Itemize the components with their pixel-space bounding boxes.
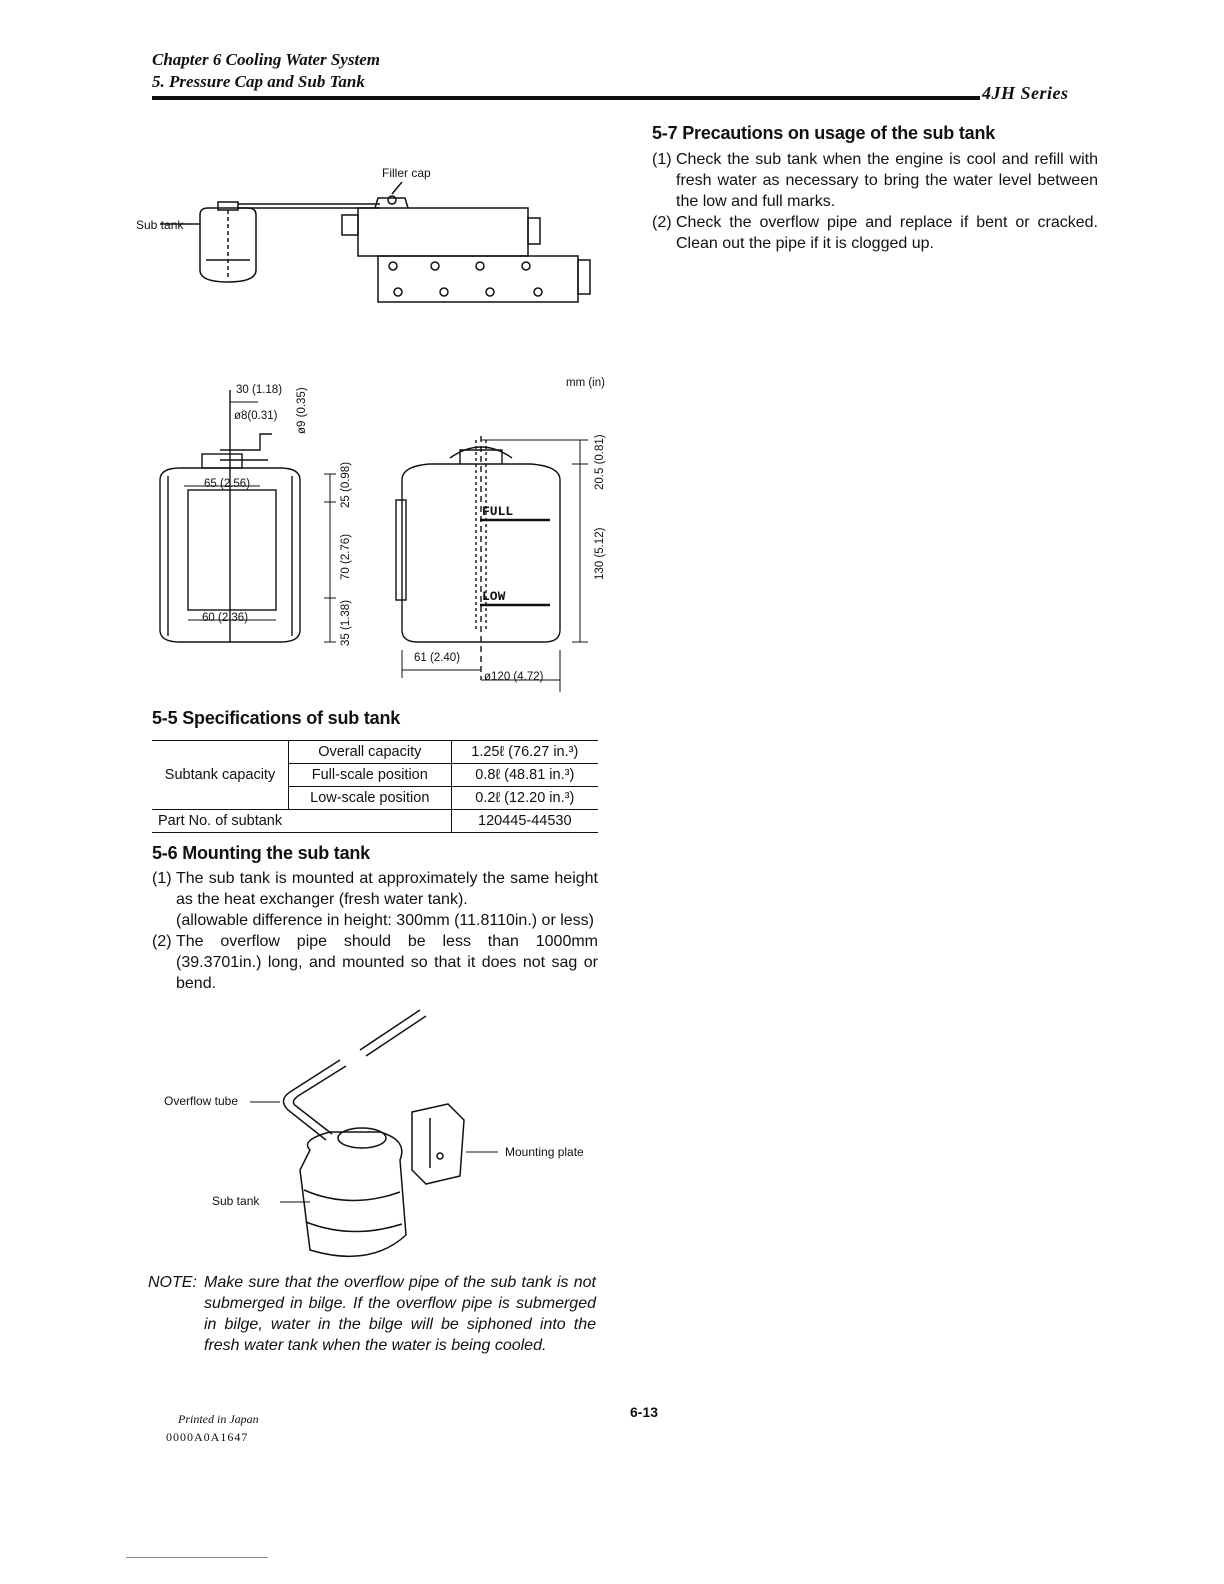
note-block (148, 1272, 596, 1356)
spec-value: 1.25ℓ (76.27 in.³) (451, 741, 598, 764)
list-item (152, 868, 598, 931)
dim-60: 60 (2.36) (202, 612, 249, 624)
dim-120: ø120 (4.72) (484, 671, 544, 683)
dim-25: 25 (0.98) (340, 461, 352, 508)
section-5-5-heading: 5-5 Specifications of sub tank (152, 708, 401, 728)
spec-table (152, 740, 598, 833)
list-number: (1) (652, 151, 672, 168)
spec-item: Overall capacity (289, 741, 452, 764)
mounting-plate-label: Mounting plate (505, 1145, 584, 1159)
units-label: mm (in) (566, 377, 605, 389)
low-mark: LOW (482, 589, 506, 604)
spec-item: Low-scale position (289, 787, 452, 810)
list-text: Check the overflow pipe and replace if bent or cracked. Clean out the pipe if it is clogged up. (676, 214, 1098, 252)
subtank-capacity-cell: Subtank capacity (152, 741, 289, 810)
filler-cap-label: Filler cap (382, 166, 431, 180)
section-5-7-list (652, 149, 1098, 254)
dim-61: 61 (2.40) (414, 652, 461, 664)
list-item (652, 149, 1098, 212)
sub-tank-label-top: Sub tank (136, 218, 184, 232)
dim-130: 130 (5.12) (594, 527, 606, 580)
series-label: 4JH Series (982, 83, 1069, 103)
dim-30: 30 (1.18) (236, 384, 283, 396)
bottom-rule (126, 1557, 268, 1558)
overflow-tube-illustration (240, 1000, 500, 1270)
section-5-6-list (152, 868, 598, 994)
part-no-value: 120445-44530 (451, 810, 598, 833)
list-text: The sub tank is mounted at approximately the same height as the heat exchanger (fresh water tank). (176, 870, 598, 908)
list-number: (1) (152, 870, 172, 887)
page-number: 6-13 (630, 1404, 659, 1420)
document-code: 0000A0A1647 (166, 1430, 249, 1444)
note-text: Make sure that the overflow pipe of the sub tank is not submerged in bilge. If the overflow pipe is submerged in bilge, water in the bilge will be siphoned into the fresh water tank when the water is being cooled. (204, 1274, 596, 1354)
spec-value: 0.2ℓ (12.20 in.³) (451, 787, 598, 810)
table-row (152, 810, 598, 833)
section-5-7-heading: 5-7 Precautions on usage of the sub tank (652, 123, 996, 143)
dim-35: 35 (1.38) (340, 599, 352, 646)
list-text: Check the sub tank when the engine is cool and refill with fresh water as necessary to bring the water level between the low and full marks. (676, 151, 1098, 210)
dim-8: ø8(0.31) (234, 410, 278, 422)
section-title: 5. Pressure Cap and Sub Tank (152, 72, 365, 91)
dim-9: ø9 (0.35) (296, 387, 308, 434)
list-item (652, 212, 1098, 254)
part-no-label: Part No. of subtank (152, 810, 451, 833)
section-5-6-heading: 5-6 Mounting the sub tank (152, 843, 370, 863)
printed-in-japan: Printed in Japan (178, 1412, 259, 1426)
sub-tank-system-diagram (130, 160, 610, 320)
sub-tank-dimension-diagram (140, 380, 620, 700)
full-mark: FULL (482, 504, 514, 519)
dim-65: 65 (2.56) (204, 478, 251, 490)
sub-tank-label-bottom: Sub tank (212, 1194, 260, 1208)
dim-70: 70 (2.76) (340, 533, 352, 580)
note-prefix: NOTE: (148, 1274, 197, 1291)
list-text: The overflow pipe should be less than 1000mm (39.3701in.) long, and mounted so that it does not sag or bend. (176, 933, 598, 992)
list-extra: (allowable difference in height: 300mm (11.8110in.) or less) (176, 912, 594, 929)
spec-value: 0.8ℓ (48.81 in.³) (451, 764, 598, 787)
list-number: (2) (152, 933, 172, 950)
list-item (152, 931, 598, 994)
table-row (152, 741, 598, 764)
dim-20-5: 20.5 (0.81) (594, 434, 606, 490)
spec-item: Full-scale position (289, 764, 452, 787)
overflow-tube-label: Overflow tube (164, 1094, 239, 1108)
list-number: (2) (652, 214, 672, 231)
chapter-title: Chapter 6 Cooling Water System (152, 50, 380, 69)
header-rule (152, 96, 980, 100)
